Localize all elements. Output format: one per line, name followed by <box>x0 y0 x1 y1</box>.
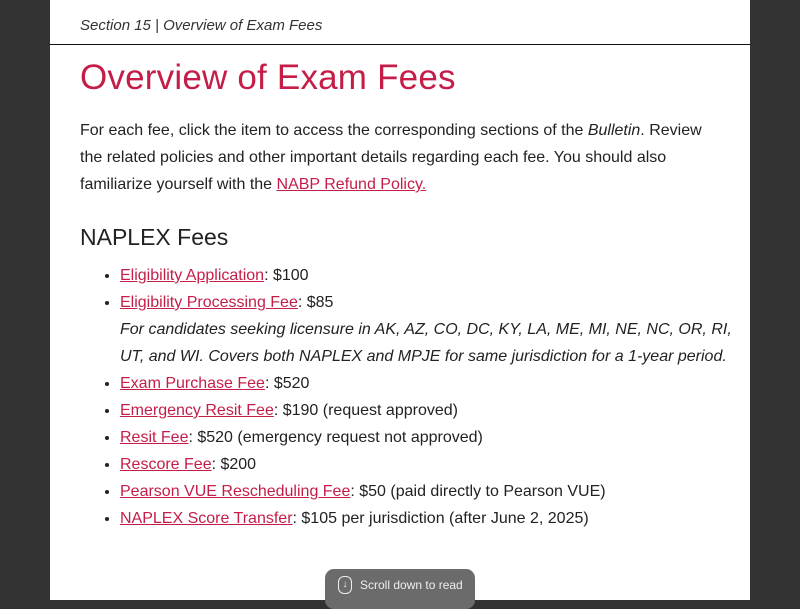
section-heading: NAPLEX Fees <box>80 224 229 250</box>
fee-link[interactable]: Exam Purchase Fee <box>120 375 265 392</box>
list-item <box>120 289 740 370</box>
intro-text: For each fee, click the item to access the corresponding sections of the <box>80 122 588 139</box>
list-item <box>120 397 740 424</box>
fee-amount: : $190 (request approved) <box>273 402 458 419</box>
fee-amount: : $520 <box>264 375 310 392</box>
fee-amount: : $100 <box>264 267 309 284</box>
fee-amount: : $200 <box>211 456 257 473</box>
page-title: Overview of Exam Fees <box>80 58 456 97</box>
scroll-hint[interactable] <box>325 569 475 609</box>
fee-link[interactable]: Eligibility Processing Fee <box>120 294 298 311</box>
fee-link[interactable]: NAPLEX Score Transfer <box>120 510 293 527</box>
fee-amount: : $105 per jurisdiction (after June 2, 2025) <box>292 510 589 527</box>
fee-amount: : $50 (paid directly to Pearson VUE) <box>350 483 606 500</box>
header-divider <box>50 44 750 45</box>
list-item <box>120 262 740 289</box>
list-item <box>120 370 740 397</box>
list-item <box>120 424 740 451</box>
fee-link[interactable]: Resit Fee <box>120 429 189 446</box>
fee-list <box>80 262 740 532</box>
running-header: Section 15 | Overview of Exam Fees <box>80 17 323 34</box>
list-item <box>120 505 740 532</box>
list-item <box>120 478 740 505</box>
fee-link[interactable]: Eligibility Application <box>120 267 265 284</box>
intro-paragraph <box>80 117 720 198</box>
fee-amount: : $85 <box>297 294 334 311</box>
fee-link[interactable]: Emergency Resit Fee <box>120 402 274 419</box>
bulletin-text: Bulletin <box>587 122 641 139</box>
scroll-hint-label: Scroll down to read <box>360 578 463 592</box>
refund-policy-link[interactable]: NABP Refund Policy. <box>276 176 427 193</box>
intro-text-2: . Review the related policies and other important details regarding each fee. You should also familiarize yourself with the <box>80 122 702 193</box>
document-page <box>50 0 750 600</box>
list-item <box>120 451 740 478</box>
mouse-scroll-icon: ↓ <box>338 576 352 594</box>
fee-link[interactable]: Pearson VUE Rescheduling Fee <box>120 483 351 500</box>
fee-link[interactable]: Rescore Fee <box>120 456 212 473</box>
fee-note: For candidates seeking licensure in AK, AZ, CO, DC, KY, LA, ME, MI, NE, NC, OR, RI, UT, and WI. Covers both NAPLEX and MPJE for same jurisdiction for a 1-year period. <box>120 321 732 365</box>
fee-amount: : $520 (emergency request not approved) <box>188 429 483 446</box>
